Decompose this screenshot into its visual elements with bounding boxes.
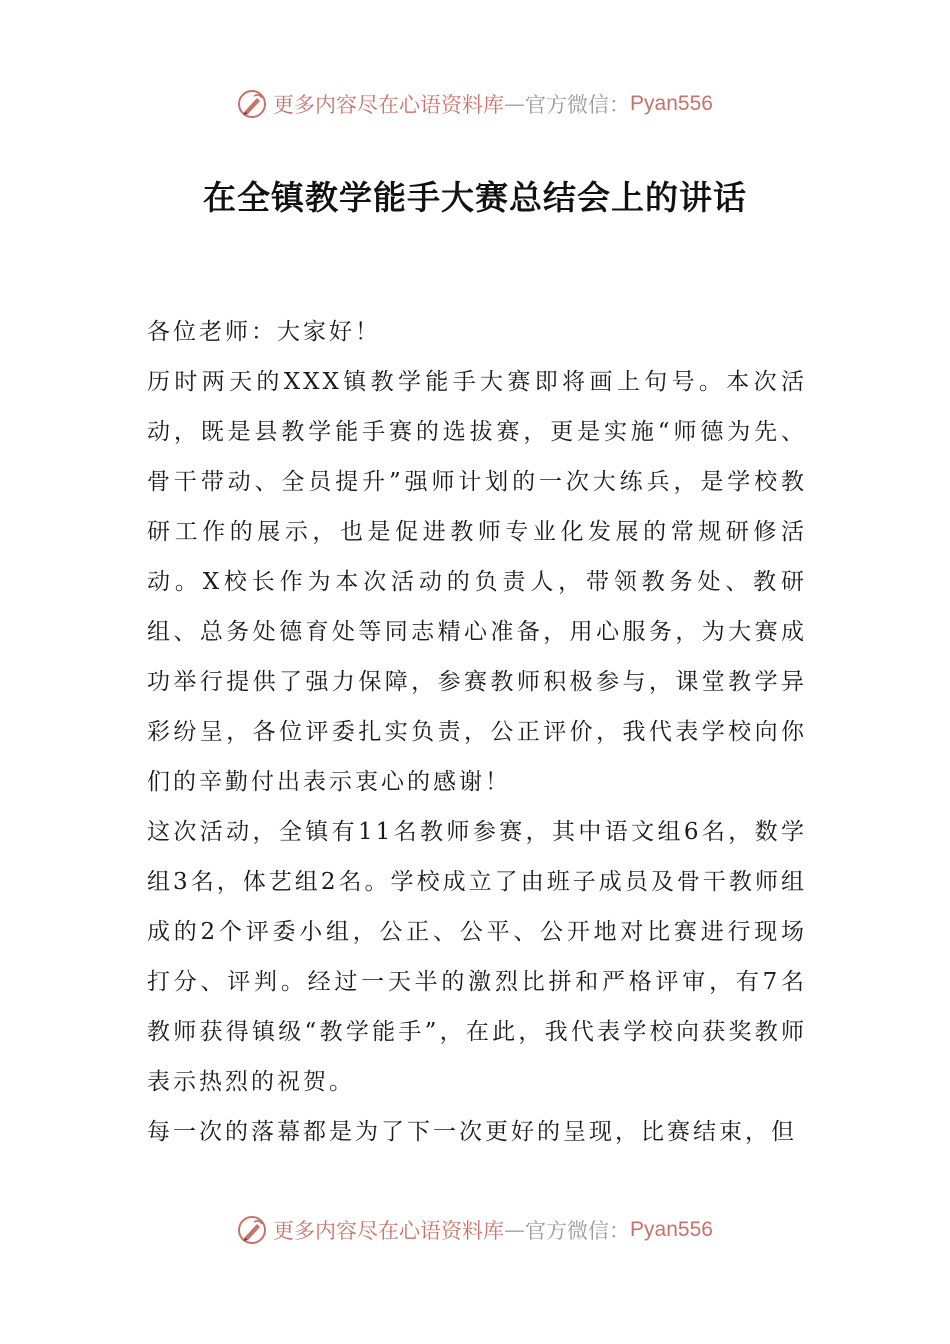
watermark-wechat-id: Pyan556 — [630, 92, 713, 115]
pen-logo-icon — [237, 1215, 267, 1245]
header-watermark — [0, 82, 950, 126]
body-paragraph: 各位老师：大家好！ — [147, 319, 381, 345]
body-paragraph: 历时两天的XXX镇教学能手大赛即将画上句号。本次活动，既是县教学能手赛的选拔赛，更是实施“师德为先、骨干带动、全员提升”强师计划的一次大练兵，是学校教研工作的展示，也是促进教师专业化发展的常规研修活动。X校长作为本次活动的负责人，带领教务处、教研组、总务处德育处等同志精心准备，用心服务，为大赛成功举行提供了强力保障，参赛教师积极参与，课堂教学异彩纷呈，各位评委扎实负责，公正评价，我代表学校向你们的辛勤付出表示衷心的感谢！ — [147, 369, 807, 795]
body-paragraph: 这次活动，全镇有11名教师参赛，其中语文组6名，数学组3名，体艺组2名。学校成立了由班子成员及骨干教师组成的2个评委小组，公正、公平、公开地对比赛进行现场打分、评判。经过一天半的激烈比拼和严格评审，有7名教师获得镇级“教学能手”，在此，我代表学校向获奖教师表示热烈的祝贺。 — [147, 819, 807, 1095]
watermark-label: 官方微信： — [525, 93, 631, 117]
document-title: 在全镇教学能手大赛总结会上的讲话 — [203, 178, 747, 217]
watermark-label: 官方微信： — [525, 1219, 631, 1243]
watermark-slogan: 更多内容尽在心语资料库 — [273, 1219, 505, 1243]
pen-logo-icon — [237, 89, 267, 119]
watermark-separator: — — [504, 92, 526, 116]
watermark-slogan: 更多内容尽在心语资料库 — [273, 93, 505, 117]
watermark-wechat-id: Pyan556 — [630, 1218, 713, 1241]
body-paragraph: 每一次的落幕都是为了下一次更好的呈现，比赛结束，但 — [147, 1119, 797, 1145]
footer-watermark — [0, 1208, 950, 1252]
watermark-separator: — — [504, 1218, 526, 1242]
document-body — [147, 307, 807, 1157]
